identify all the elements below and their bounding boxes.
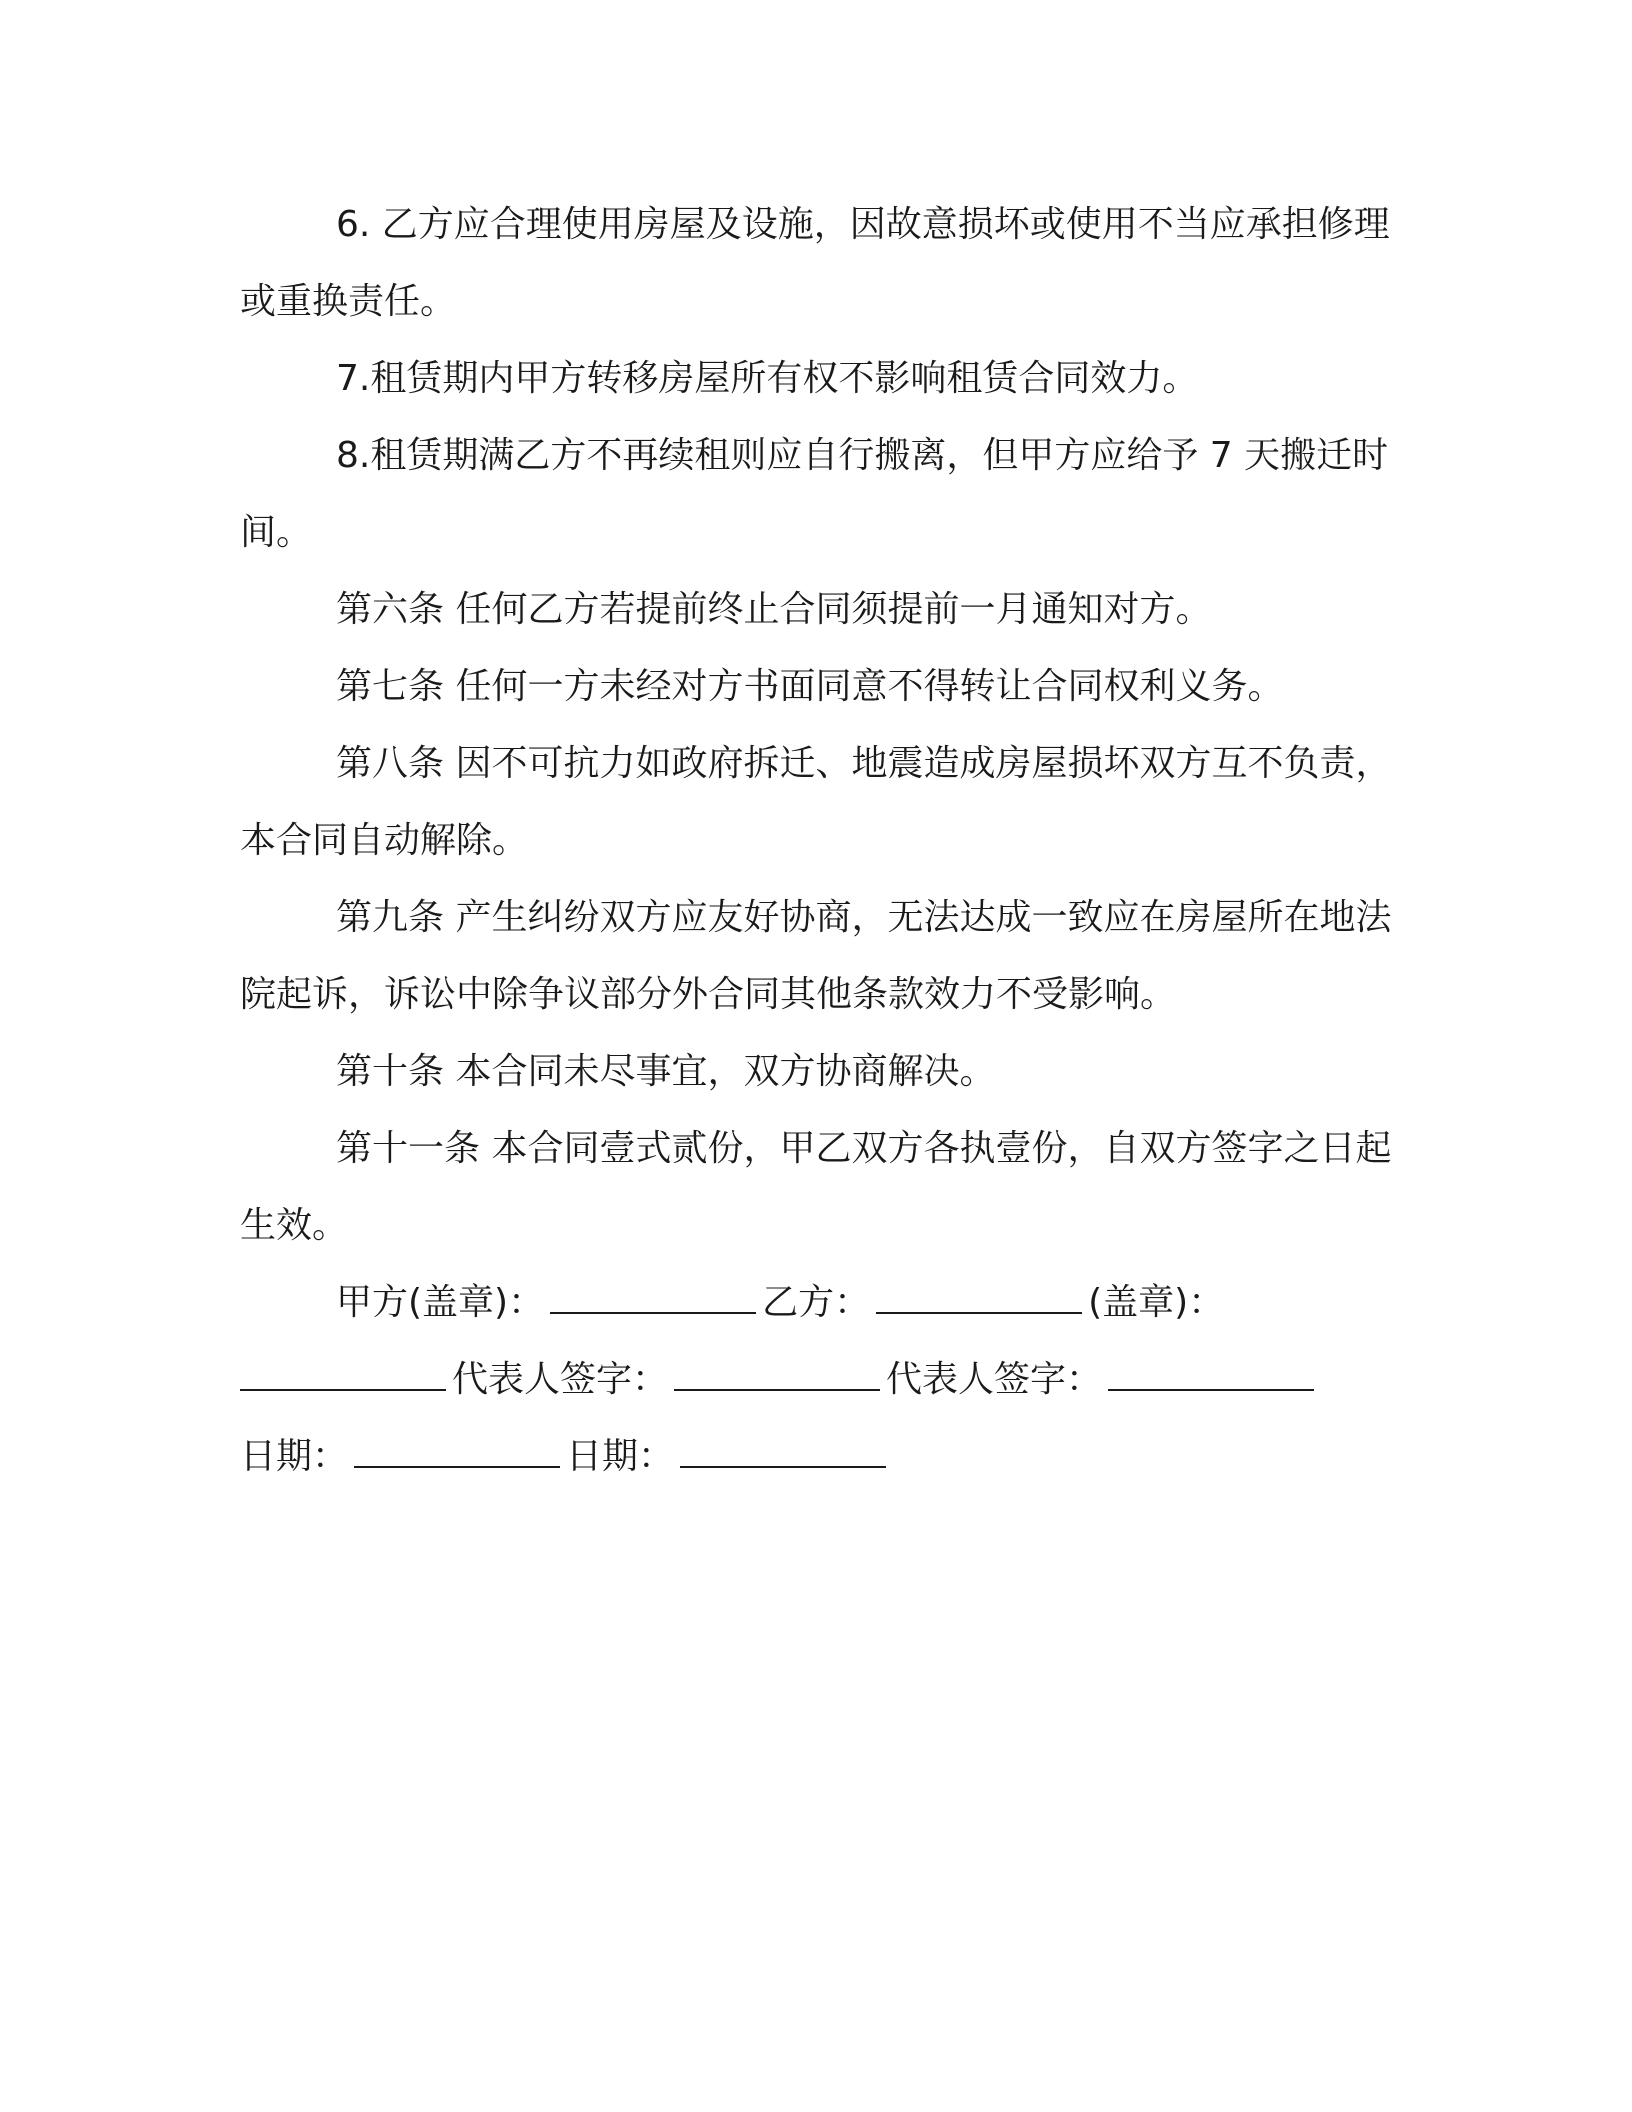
clause-6: 6. 乙方应合理使用房屋及设施，因故意损坏或使用不当应承担修理或重换责任。: [240, 204, 1390, 322]
contract-body: [240, 186, 1405, 1495]
signature-line-parties: [240, 1264, 1405, 1341]
signature-line-dates: [240, 1418, 1405, 1495]
article-7: 第七条 任何一方未经对方书面同意不得转让合同权利义务。: [336, 666, 1284, 707]
date-blank-a[interactable]: [354, 1436, 560, 1468]
party-b-seal-blank[interactable]: [240, 1359, 446, 1391]
article-11: 第十一条 本合同壹式贰份，甲乙双方各执壹份，自双方签字之日起生效。: [240, 1128, 1392, 1246]
rep-sign-label-b: 代表人签字：: [886, 1359, 1103, 1400]
date-blank-b[interactable]: [680, 1436, 886, 1468]
signature-line-representatives: [240, 1341, 1405, 1418]
date-label-a: 日期：: [240, 1436, 349, 1477]
article-10: 第十条 本合同未尽事宜，双方协商解决。: [336, 1051, 996, 1092]
article-8: 第八条 因不可抗力如政府拆迁、地震造成房屋损坏双方互不负责，本合同自动解除。: [240, 743, 1392, 861]
party-b-label: 乙方：: [762, 1282, 871, 1323]
rep-sign-blank-b[interactable]: [1108, 1359, 1314, 1391]
party-b-seal-label: (盖章)：: [1088, 1282, 1225, 1323]
clause-8: 8.租赁期满乙方不再续租则应自行搬离，但甲方应给予 7 天搬迁时间。: [240, 435, 1389, 553]
article-9: 第九条 产生纠纷双方应友好协商，无法达成一致应在房屋所在地法院起诉，诉讼中除争议部分外合同其他条款效力不受影响。: [240, 897, 1392, 1015]
party-a-label: 甲方(盖章)：: [336, 1282, 545, 1323]
party-a-blank[interactable]: [550, 1282, 756, 1314]
article-6: 第六条 任何乙方若提前终止合同须提前一月通知对方。: [336, 589, 1212, 630]
party-b-blank[interactable]: [876, 1282, 1082, 1314]
clause-7: 7.租赁期内甲方转移房屋所有权不影响租赁合同效力。: [336, 358, 1199, 399]
signature-block: [240, 1264, 1405, 1495]
date-label-b: 日期：: [566, 1436, 675, 1477]
rep-sign-blank-a[interactable]: [674, 1359, 880, 1391]
rep-sign-label-a: 代表人签字：: [452, 1359, 669, 1400]
